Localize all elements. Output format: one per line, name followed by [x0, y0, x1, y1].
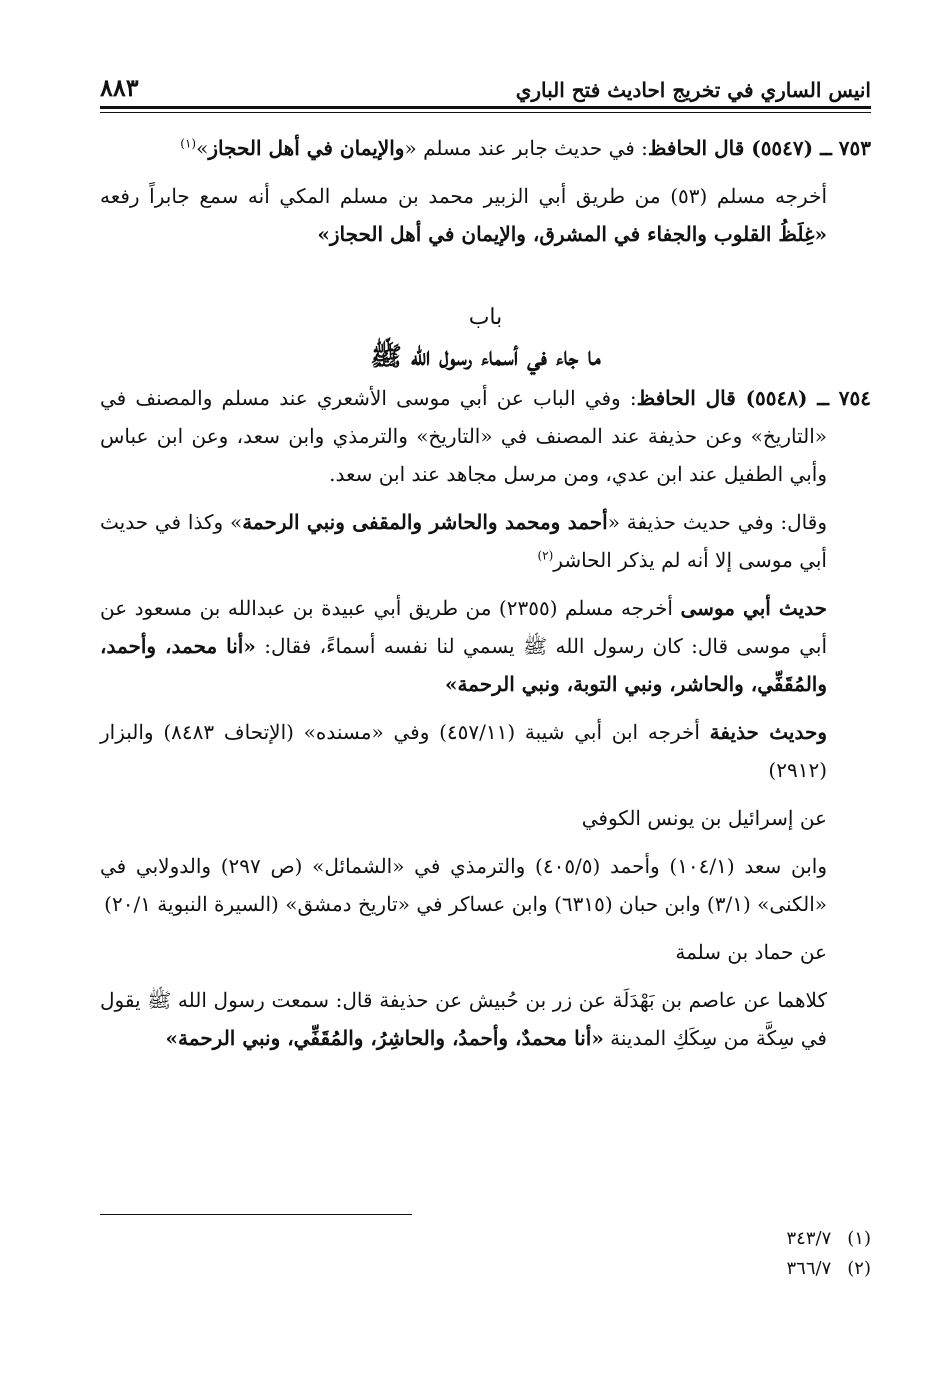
footnote-ref-1: (١) [180, 136, 197, 151]
entry-754: ٧٥٤ ــ (٥٥٤٨) قال الحافظ: وفي الباب عن أبي موسى الأشعري عند مسلم والمصنف في «التاريخ» وعن حذيفة عند المصنف في «التاريخ» والترمذي وابن سعد، وعن ابن عباس وأبي الطفيل عند ابن عدي، ومن مرسل مجاهد عند ابن سعد. [100, 386, 871, 486]
kilahuma-paragraph: كلاهما عن عاصم بن بَهْدَلَة عن زر بن حُبيش عن حذيفة قال: سمعت رسول الله ﷺ يقول في سِكَّة من سِكَكِ المدينة «أنا محمدٌ، وأحمدُ، والحاشِرُ، والمُقَفِّي، ونبي الرحمة» [100, 988, 827, 1050]
bab-label: باب [468, 305, 503, 330]
footnote-ref-2: (٢) [537, 548, 554, 563]
entry-753: ٧٥٣ ــ (٥٥٤٧) قال الحافظ: في حديث جابر عند مسلم «والإيمان في أهل الحجاز»$^{(١)}$ [180, 136, 871, 160]
abu-musa-quote: «أنا محمد، وأحمد، والمُقَفِّي، والحاشر، ونبي التوبة، ونبي الرحمة» [100, 634, 827, 696]
header-rule [100, 106, 871, 113]
hudhayfa-paragraph: وحديث حذيفة أخرجه ابن أبي شيبة (٤٥٧/١١) وفي «مسنده» (الإتحاف ٨٤٨٣) والبزار (٢٩١٢) [100, 720, 828, 782]
takhrij-753: أخرجه مسلم (٥٣) من طريق أبي الزبير محمد بن مسلم المكي أنه سمع جابراً رفعه «غِلَظُ القلوب والجفاء في المشرق، والإيمان في أهل الحجاز» [100, 184, 828, 246]
ibn-saad-paragraph: وابن سعد (١٠٤/١) وأحمد (٤٠٥/٥) والترمذي في «الشمائل» (ص ٢٩٧) والدولابي في «الكنى» (٣/١) وابن حبان (٦٣١٥) وابن عساكر في «تاريخ دمشق» (السيرة النبوية ٢٠/١) [100, 854, 828, 916]
entry-753-head: ٧٥٣ ــ (٥٥٤٧) قال الحافظ [647, 136, 871, 160]
qala-paragraph: وقال: وفي حديث حذيفة «أحمد ومحمد والحاشر والمقفى ونبي الرحمة» وكذا في حديث أبي موسى إلا أنه لم يذكر الحاشر$^{(٢)}$ [100, 510, 827, 572]
takhrij-753-quote: «غِلَظُ القلوب والجفاء في المشرق، والإيمان في أهل الحجاز» [317, 222, 827, 246]
bab-title: ما جاء في أسماء رسول الله ﷺ [370, 342, 601, 372]
entry-753-quote: والإيمان في أهل الحجاز [208, 136, 405, 160]
hammad-line: عن حماد بن سلمة [675, 940, 827, 964]
qala-quote: أحمد ومحمد والحاشر والمقفى ونبي الرحمة [242, 510, 608, 534]
israil-line: عن إسرائيل بن يونس الكوفي [581, 806, 827, 830]
footnote-2: (٢) ٣٦٦/٧ [786, 1258, 871, 1279]
footnote-1: (١) ٣٤٣/٧ [786, 1228, 871, 1249]
document-page [100, 66, 871, 1344]
entry-754-head: ٧٥٤ ــ (٥٥٤٨) قال الحافظ [636, 386, 871, 410]
running-header [100, 66, 871, 102]
page-number: ٨٨٣ [100, 73, 139, 102]
abu-musa-paragraph: حديث أبي موسى أخرجه مسلم (٢٣٥٥) من طريق أبي عبيدة بن عبدالله بن مسعود عن أبي موسى قال: كان رسول الله ﷺ يسمي لنا نفسه أسماءً، فقال: «أنا محمد، وأحمد، والمُقَفِّي، والحاشر، ونبي التوبة، ونبي الرحمة» [100, 596, 828, 696]
footnote-rule [100, 1214, 412, 1215]
book-title: انيس الساري في تخريج احاديث فتح الباري [515, 78, 871, 102]
footnotes [787, 1224, 871, 1284]
kilahuma-quote: «أنا محمدٌ، وأحمدُ، والحاشِرُ، والمُقَفِّي، ونبي الرحمة» [165, 1026, 604, 1050]
